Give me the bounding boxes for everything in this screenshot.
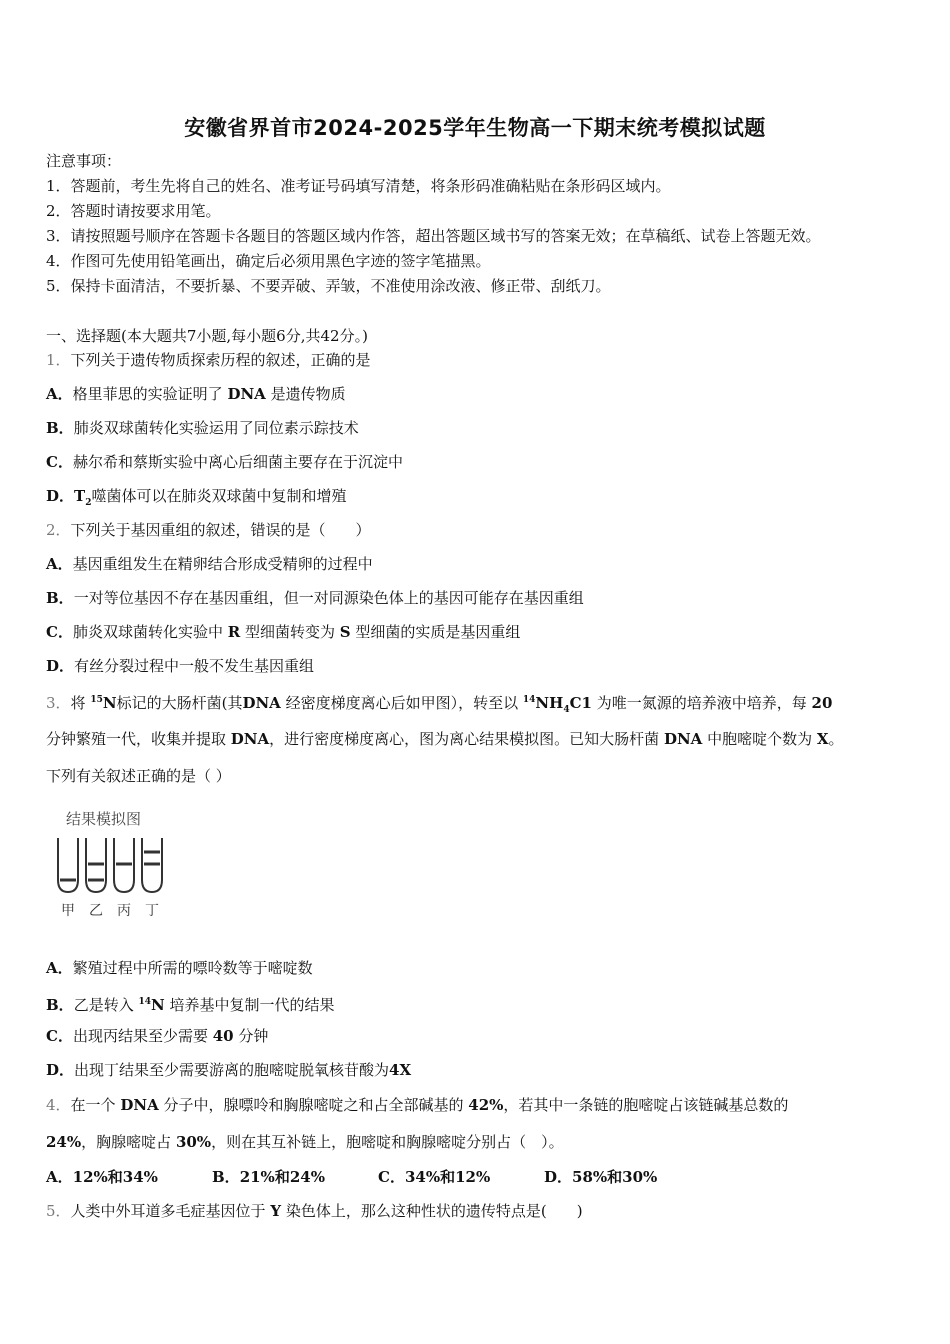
notice-item-5: 5．保持卡面清洁，不要折暴、不要弄破、弄皱，不准使用涂改液、修正带、刮纸刀。 bbox=[46, 277, 611, 295]
question-4-stem-line-2: 24%，胸腺嘧啶占 30%，则在其互补链上，胞嘧啶和胸腺嘧啶分别占（ ）。 bbox=[46, 1133, 564, 1151]
question-4-options bbox=[46, 1167, 710, 1187]
tube-jia bbox=[58, 838, 78, 892]
question-3-stem-line-2: 分钟繁殖一代，收集并提取 DNA，进行密度梯度离心，图为离心结果模拟图。已知大肠杆菌 DNA 中胞嘧啶个数为 X。 bbox=[46, 730, 844, 748]
notice-item-2: 2．答题时请按要求用笔。 bbox=[46, 202, 221, 220]
question-3-stem-line-3: 下列有关叙述正确的是（ ） bbox=[46, 767, 231, 785]
question-number: 1． bbox=[46, 351, 71, 369]
question-1-option-a: A．格里菲思的实验证明了 DNA 是遗传物质 bbox=[46, 385, 346, 403]
question-2-option-a: A．基因重组发生在精卵结合形成受精卵的过程中 bbox=[46, 555, 373, 573]
notice-item-1: 1．答题前，考生先将自己的姓名、准考证号码填写清楚，将条形码准确粘贴在条形码区域内。 bbox=[46, 177, 671, 195]
question-5-stem: 5．人类中外耳道多毛症基因位于 Y 染色体上，那么这种性状的遗传特点是( ) bbox=[46, 1202, 583, 1220]
question-3-option-a: A．繁殖过程中所需的嘌呤数等于嘧啶数 bbox=[46, 959, 313, 977]
question-1-option-c: C．赫尔希和蔡斯实验中离心后细菌主要存在于沉淀中 bbox=[46, 453, 403, 471]
page-title: 安徽省界首市2024-2025学年生物高一下期末统考模拟试题 bbox=[184, 116, 766, 140]
centrifuge-tubes-diagram bbox=[52, 834, 182, 898]
question-4-option-c: C．34%和12% bbox=[378, 1168, 491, 1186]
question-3-option-c: C．出现丙结果至少需要 40 分钟 bbox=[46, 1027, 269, 1045]
question-2-option-b: B．一对等位基因不存在基因重组，但一对同源染色体上的基因可能存在基因重组 bbox=[46, 589, 584, 607]
tube-label-ding: 丁 bbox=[145, 903, 159, 919]
question-1-option-b: B．肺炎双球菌转化实验运用了同位素示踪技术 bbox=[46, 419, 359, 437]
figure-title: 结果模拟图 bbox=[66, 810, 142, 828]
tube-label-yi: 乙 bbox=[89, 903, 103, 919]
question-2-stem: 2．下列关于基因重组的叙述，错误的是（ ） bbox=[46, 521, 371, 539]
tube-label-bing: 丙 bbox=[117, 903, 131, 919]
section-heading: 一、选择题(本大题共7小题,每小题6分,共42分。) bbox=[46, 327, 368, 345]
question-3-option-d: D．出现丁结果至少需要游离的胞嘧啶脱氧核苷酸为4X bbox=[46, 1061, 412, 1079]
question-3-option-b: B．乙是转入 $^{14}$N 培养基中复制一代的结果 bbox=[46, 996, 335, 1014]
tube-label-jia: 甲 bbox=[61, 903, 75, 919]
question-1-option-d: D．$T_2$噬菌体可以在肺炎双球菌中复制和增殖 bbox=[46, 487, 347, 508]
question-number: 3． bbox=[46, 694, 71, 712]
question-2-option-c: C．肺炎双球菌转化实验中 R 型细菌转变为 S 型细菌的实质是基因重组 bbox=[46, 623, 521, 641]
notice-heading: 注意事项： bbox=[46, 152, 122, 170]
notice-item-3: 3．请按照题号顺序在答题卡各题目的答题区域内作答，超出答题区域书写的答案无效；在草稿纸、试卷上答题无效。 bbox=[46, 227, 821, 245]
question-number: 2． bbox=[46, 521, 71, 539]
question-1-stem: 1．下列关于遗传物质探索历程的叙述，正确的是 bbox=[46, 351, 371, 369]
question-3-stem-line-1: 3．将 $^{15}$N标记的大肠杆菌(其DNA 经密度梯度离心后如甲图），转至以 $^{14}NH_4C1$ 为唯一氮源的培养液中培养，每 20 bbox=[46, 694, 833, 715]
question-number: 5． bbox=[46, 1202, 71, 1220]
question-2-option-d: D．有丝分裂过程中一般不发生基因重组 bbox=[46, 657, 315, 675]
question-4-stem-line-1: 4．在一个 DNA 分子中，腺嘌呤和胸腺嘧啶之和占全部碱基的 42%，若其中一条链的胞嘧啶占该链碱基总数的 bbox=[46, 1096, 789, 1114]
question-4-option-b: B．21%和24% bbox=[212, 1168, 325, 1186]
question-4-option-a: A．12%和34% bbox=[46, 1168, 158, 1186]
question-number: 4． bbox=[46, 1096, 71, 1114]
centrifuge-result-figure bbox=[52, 806, 182, 924]
question-4-option-d: D．58%和30% bbox=[544, 1168, 658, 1186]
notice-item-4: 4．作图可先使用铅笔画出，确定后必须用黑色字迹的签字笔描黑。 bbox=[46, 252, 491, 270]
